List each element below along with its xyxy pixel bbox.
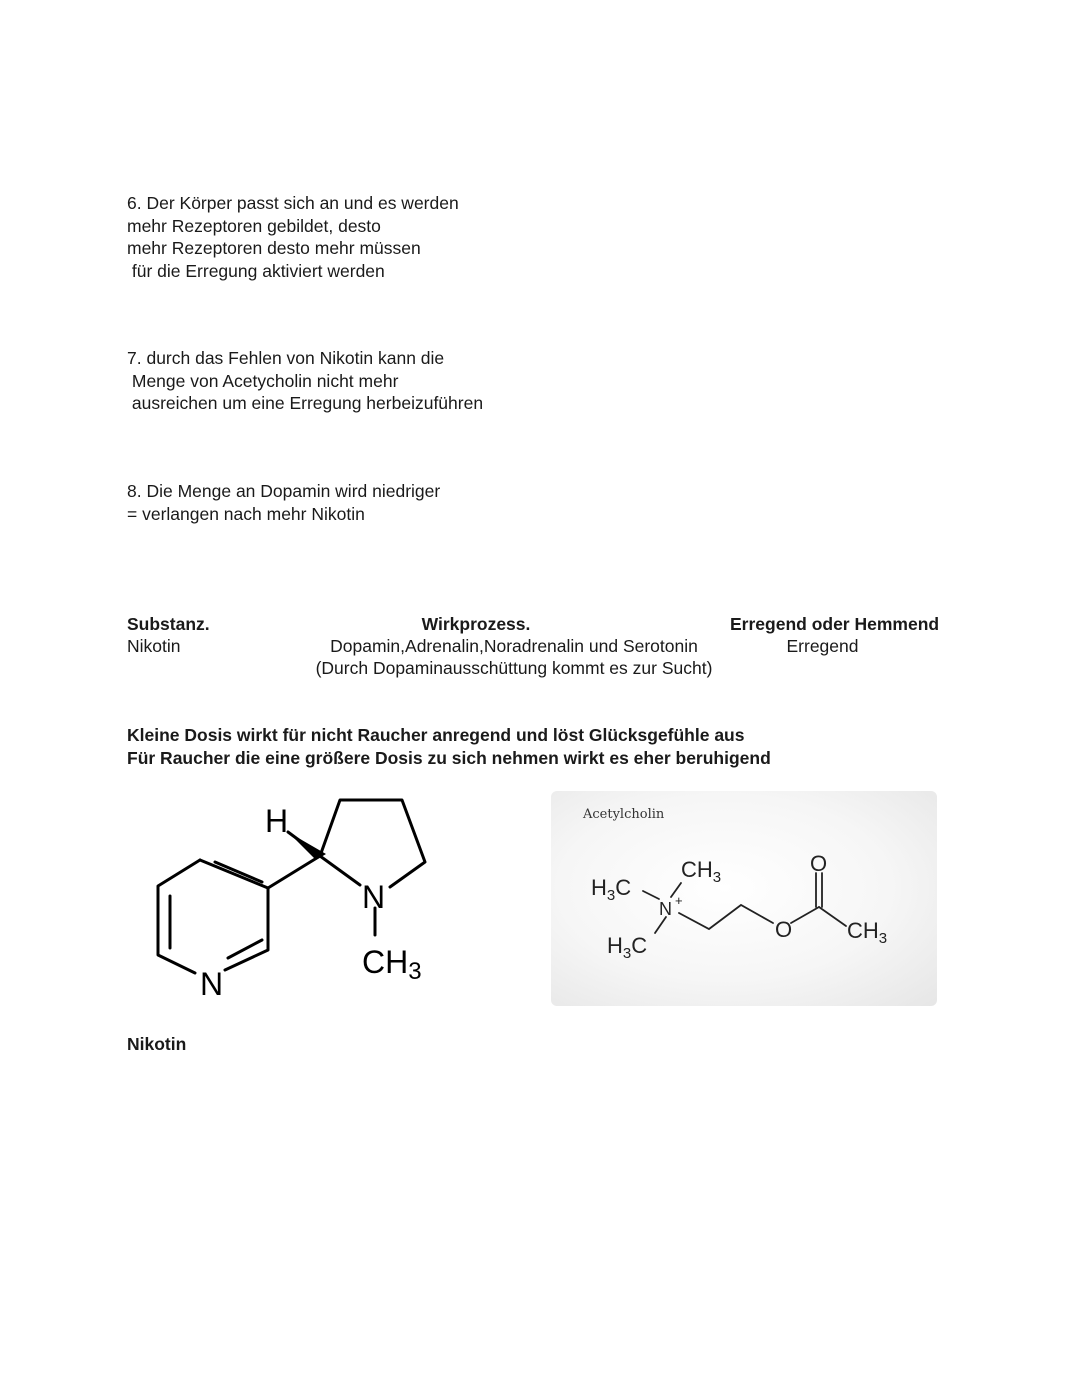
bond-chain [679,905,773,929]
pyrrolidine-bond-to-n [320,856,360,885]
table-header-effect: Erregend oder Hemmend [730,614,940,634]
atom-h: H [265,803,289,839]
pyridine-double-bond-top [215,862,262,882]
note-7-line-1: 7. durch das Fehlen von Nikotin kann die [127,348,445,368]
acetylcholine-figure [551,791,937,1006]
group-h3c-bottom [607,933,647,962]
charge-plus: + [675,893,683,908]
atom-n-pyridine: N [200,966,224,1002]
group-h3c-bottom-c: C [631,933,648,958]
atom-n-pyrrolidine: N [362,879,386,915]
group-h3c-top [591,875,631,904]
note-6 [127,192,459,282]
group-ch3-top-sub: 3 [712,869,722,886]
note-6-line-4: für die Erregung aktiviert werden [127,260,385,281]
acetylcholine-structure-diagram [551,791,937,1006]
acetylcholine-bonds [643,873,846,933]
nicotine-structure-diagram [140,790,460,1010]
group-ch3-right-sub: 3 [878,930,888,947]
note-7-line-2: Menge von Acetycholin nicht mehr [127,370,399,391]
pyridine-ring-bonds-left [158,860,200,973]
group-h3c-top-c: C [615,875,632,900]
note-8 [127,480,440,525]
note-7 [127,347,483,415]
dose-summary-line-1: Kleine Dosis wirkt für nicht Raucher anregend und löst Glücksgefühle aus [127,725,745,745]
note-6-line-1: 6. Der Körper passt sich an und es werden [127,193,459,213]
group-ch3-right [847,918,887,947]
group-ch3-top [681,857,721,886]
atom-o-carbonyl: O [810,851,828,876]
table-cell-effect: Erregend [786,636,859,656]
group-ch3 [362,944,422,985]
table-cell-substance: Nikotin [127,636,181,656]
group-ch3-main: CH [362,944,409,980]
note-6-line-2: mehr Rezeptoren gebildet, desto [127,215,381,236]
bond-h3c-top-n [643,891,659,899]
pyrrolidine-ring-bonds [320,800,425,887]
note-8-line-1: 8. Die Menge an Dopamin wird niedriger [127,481,441,501]
note-7-line-3: ausreichen um eine Erregung herbeizuführen [127,393,484,413]
group-h3c-top-sub: 3 [606,887,616,904]
nicotine-caption: Nikotin [127,1034,187,1054]
dose-summary-line-2: Für Raucher die eine größere Dosis zu sich nehmen wirkt es eher beruhigend [127,748,771,768]
acetylcholine-label: Acetylcholin [583,807,665,822]
table-header-process: Wirkprozess. [421,614,531,634]
group-ch3-top-main: CH [681,857,713,882]
bond-n-h3c-bottom [655,917,666,933]
group-h3c-bottom-sub: 3 [622,945,632,962]
ring-link-bond [268,856,320,888]
table-cell-process-line-2: (Durch Dopaminausschüttung kommt es zur Sucht) [315,658,713,678]
dose-summary [127,724,771,770]
atom-o-ester: O [775,917,793,942]
note-6-line-3: mehr Rezeptoren desto mehr müssen [127,238,421,258]
stereo-wedge [288,832,326,860]
table-header-substance: Substanz. [127,614,210,634]
group-h3c-bottom-h: H [607,933,623,958]
group-ch3-subscript: 3 [408,958,422,985]
table-cell-process-line-1: Dopamin,Adrenalin,Noradrenalin und Serotonin [330,636,698,656]
group-ch3-right-main: CH [847,918,879,943]
note-8-line-2: = verlangen nach mehr Nikotin [127,503,365,524]
group-h3c-top-h: H [591,875,607,900]
bond-carbon-ch3 [819,907,846,926]
bond-o-carbonyl-carbon [791,907,819,923]
atom-n-plus: N [659,899,672,919]
